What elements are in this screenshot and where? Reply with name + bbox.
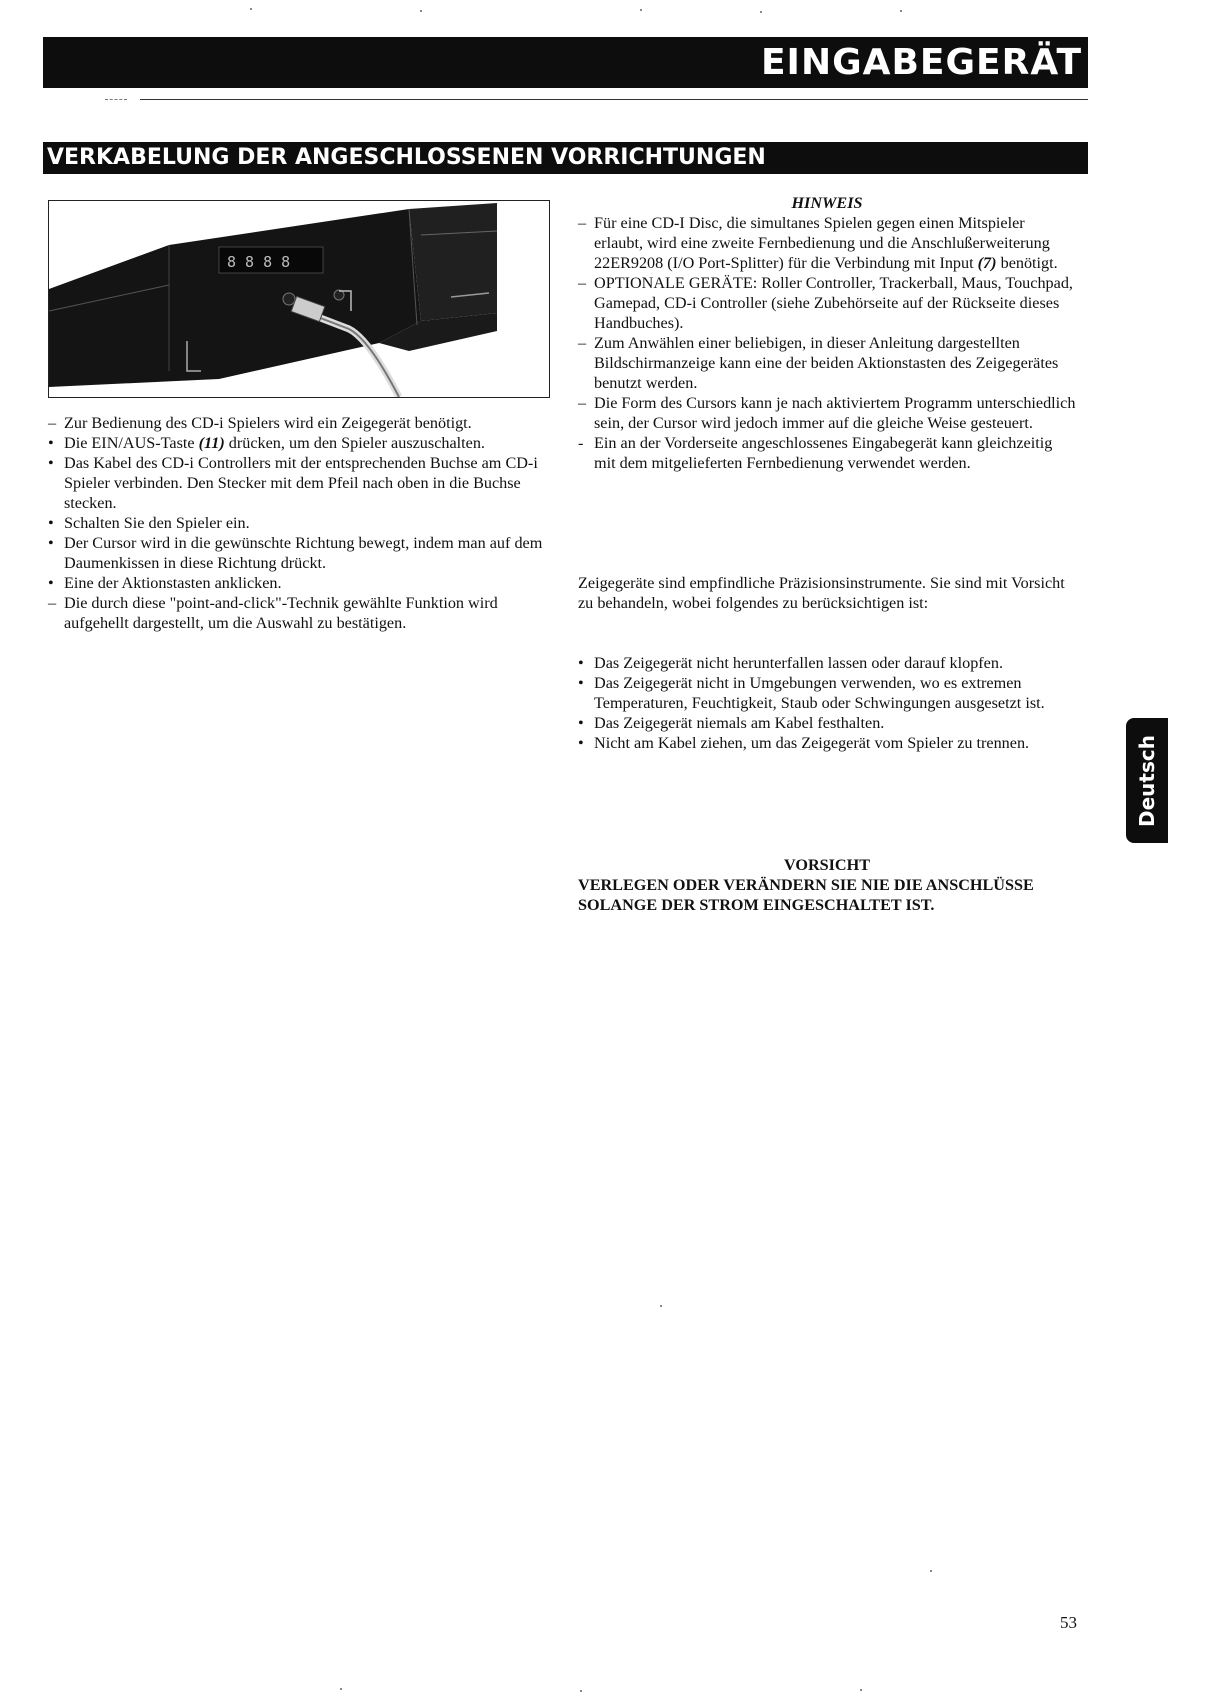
care-item-text: Nicht am Kabel ziehen, um das Zeigegerät vom Spieler zu trennen. xyxy=(594,734,1030,752)
note-block xyxy=(578,193,1076,473)
scan-speck xyxy=(930,1570,932,1572)
left-column xyxy=(48,413,548,633)
title-bar xyxy=(43,37,1088,88)
note-item xyxy=(578,393,1076,433)
scan-speck xyxy=(250,8,252,10)
list-marker: - xyxy=(578,434,584,452)
list-marker: • xyxy=(48,514,54,532)
scan-speck xyxy=(900,10,902,12)
care-item xyxy=(578,673,1076,713)
care-item xyxy=(578,733,1076,753)
intro-block xyxy=(578,573,1076,613)
note-item-text: Die Form des Cursors kann je nach aktiviertem Programm unterschiedlich sein, der Cursor wird jedoch immer auf die gleiche Weise gesteuert. xyxy=(594,394,1076,432)
note-item-text: benötigt. xyxy=(996,254,1058,272)
list-marker: – xyxy=(578,274,587,292)
list-item-text: Zur Bedienung des CD-i Spielers wird ein Zeigegerät benötigt. xyxy=(64,414,472,432)
scan-speck xyxy=(860,1689,862,1691)
care-item xyxy=(578,653,1076,673)
list-item-text: Die durch diese "point-and-click"-Technik gewählte Funktion wird aufgehellt dargestellt, um die Auswahl zu bestätigen. xyxy=(64,594,498,632)
list-marker: – xyxy=(48,414,57,432)
note-item xyxy=(578,273,1076,333)
note-item-text: OPTIONALE GERÄTE: Roller Controller, Trackerball, Maus, Touchpad, Gamepad, CD-i Controller (siehe Zubehörseite auf der Rückseite dieses Handbuches). xyxy=(594,274,1073,332)
note-item xyxy=(578,213,1076,273)
list-marker: – xyxy=(578,214,587,232)
list-marker: • xyxy=(578,714,584,732)
reference-number: (7) xyxy=(977,254,997,272)
page-number: 53 xyxy=(1060,1613,1077,1632)
list-marker: • xyxy=(578,674,584,692)
care-item-text: Das Zeigegerät nicht in Umgebungen verwenden, wo es extremen Temperaturen, Feuchtigkeit, Staub oder Schwingungen ausgesetzt ist. xyxy=(594,674,1045,712)
list-marker: • xyxy=(48,534,54,552)
player-display-digits: 8 8 8 8 xyxy=(227,253,291,271)
header-rule-dash xyxy=(105,99,127,100)
caution-text: VERLEGEN ODER VERÄNDERN SIE NIE DIE ANSCHLÜSSE SOLANGE DER STROM EINGESCHALTET IST. xyxy=(578,876,1034,914)
note-item-text: Zum Anwählen einer beliebigen, in dieser Anleitung dargestellten Bildschirmanzeige kann eine der beiden Aktionstasten des Zeigegerätes benutzt werden. xyxy=(594,334,1059,392)
list-item-text: drücken, um den Spieler auszuschalten. xyxy=(224,434,485,452)
note-item-text: Für eine CD-I Disc, die simultanes Spielen gegen einen Mitspieler erlaubt, wird eine zweite Fernbedienung und die Anschlußerweiterung 22ER9208 (I/O Port-Splitter) für die Verbindung mit Input xyxy=(594,214,1050,272)
list-marker: • xyxy=(578,734,584,752)
list-marker: • xyxy=(48,434,54,452)
list-item xyxy=(48,413,548,433)
care-item-text: Das Zeigegerät niemals am Kabel festhalten. xyxy=(594,714,885,732)
page-title: EINGABEGERÄT xyxy=(760,42,1082,83)
list-marker: • xyxy=(578,654,584,672)
list-item-text: Das Kabel des CD-i Controllers mit der entsprechenden Buchse am CD-i Spieler verbinden. Den Stecker mit dem Pfeil nach oben in die Buchse stecken. xyxy=(64,454,538,512)
language-tab-label: Deutsch xyxy=(1135,734,1159,827)
list-item xyxy=(48,533,548,573)
scan-speck xyxy=(660,1305,662,1307)
care-item-text: Das Zeigegerät nicht herunterfallen lassen oder darauf klopfen. xyxy=(594,654,1004,672)
caution-heading: VORSICHT xyxy=(783,856,871,874)
list-item xyxy=(48,573,548,593)
note-heading: HINWEIS xyxy=(791,194,863,212)
player-photo xyxy=(49,201,549,397)
list-marker: – xyxy=(578,334,587,352)
list-marker: – xyxy=(48,594,57,612)
list-item-text: Eine der Aktionstasten anklicken. xyxy=(64,574,282,592)
list-marker: • xyxy=(48,574,54,592)
list-marker: • xyxy=(48,454,54,472)
header-rule xyxy=(140,99,1088,100)
list-item xyxy=(48,593,548,633)
care-item xyxy=(578,713,1076,733)
player-illustration xyxy=(48,200,550,398)
care-block xyxy=(578,653,1076,753)
note-item-text: Ein an der Vorderseite angeschlossenes Eingabegerät kann gleichzeitig mit dem mitgelieferten Fernbedienung verwendet werden. xyxy=(594,434,1053,472)
scan-speck xyxy=(340,1688,342,1690)
scan-speck xyxy=(420,10,422,12)
list-item-text: Der Cursor wird in die gewünschte Richtung bewegt, indem man auf dem Daumenkissen in diese Richtung drückt. xyxy=(64,534,543,572)
caution-block xyxy=(578,855,1076,915)
note-item xyxy=(578,433,1076,473)
intro-paragraph: Zeigegeräte sind empfindliche Präzisionsinstrumente. Sie sind mit Vorsicht zu behandeln, wobei folgendes zu berücksichtigen ist: xyxy=(578,574,1065,612)
list-item xyxy=(48,513,548,533)
section-title: VERKABELUNG DER ANGESCHLOSSENEN VORRICHTUNGEN xyxy=(47,145,766,170)
scan-speck xyxy=(580,1690,582,1692)
note-item xyxy=(578,333,1076,393)
list-marker: – xyxy=(578,394,587,412)
reference-number: (11) xyxy=(198,434,225,452)
section-bar xyxy=(43,142,1088,174)
scan-speck xyxy=(760,11,762,13)
list-item xyxy=(48,453,548,513)
list-item xyxy=(48,433,548,453)
language-tab xyxy=(1126,718,1168,843)
scan-speck xyxy=(640,9,642,11)
list-item-text: Die EIN/AUS-Taste xyxy=(64,434,199,452)
list-item-text: Schalten Sie den Spieler ein. xyxy=(64,514,250,532)
